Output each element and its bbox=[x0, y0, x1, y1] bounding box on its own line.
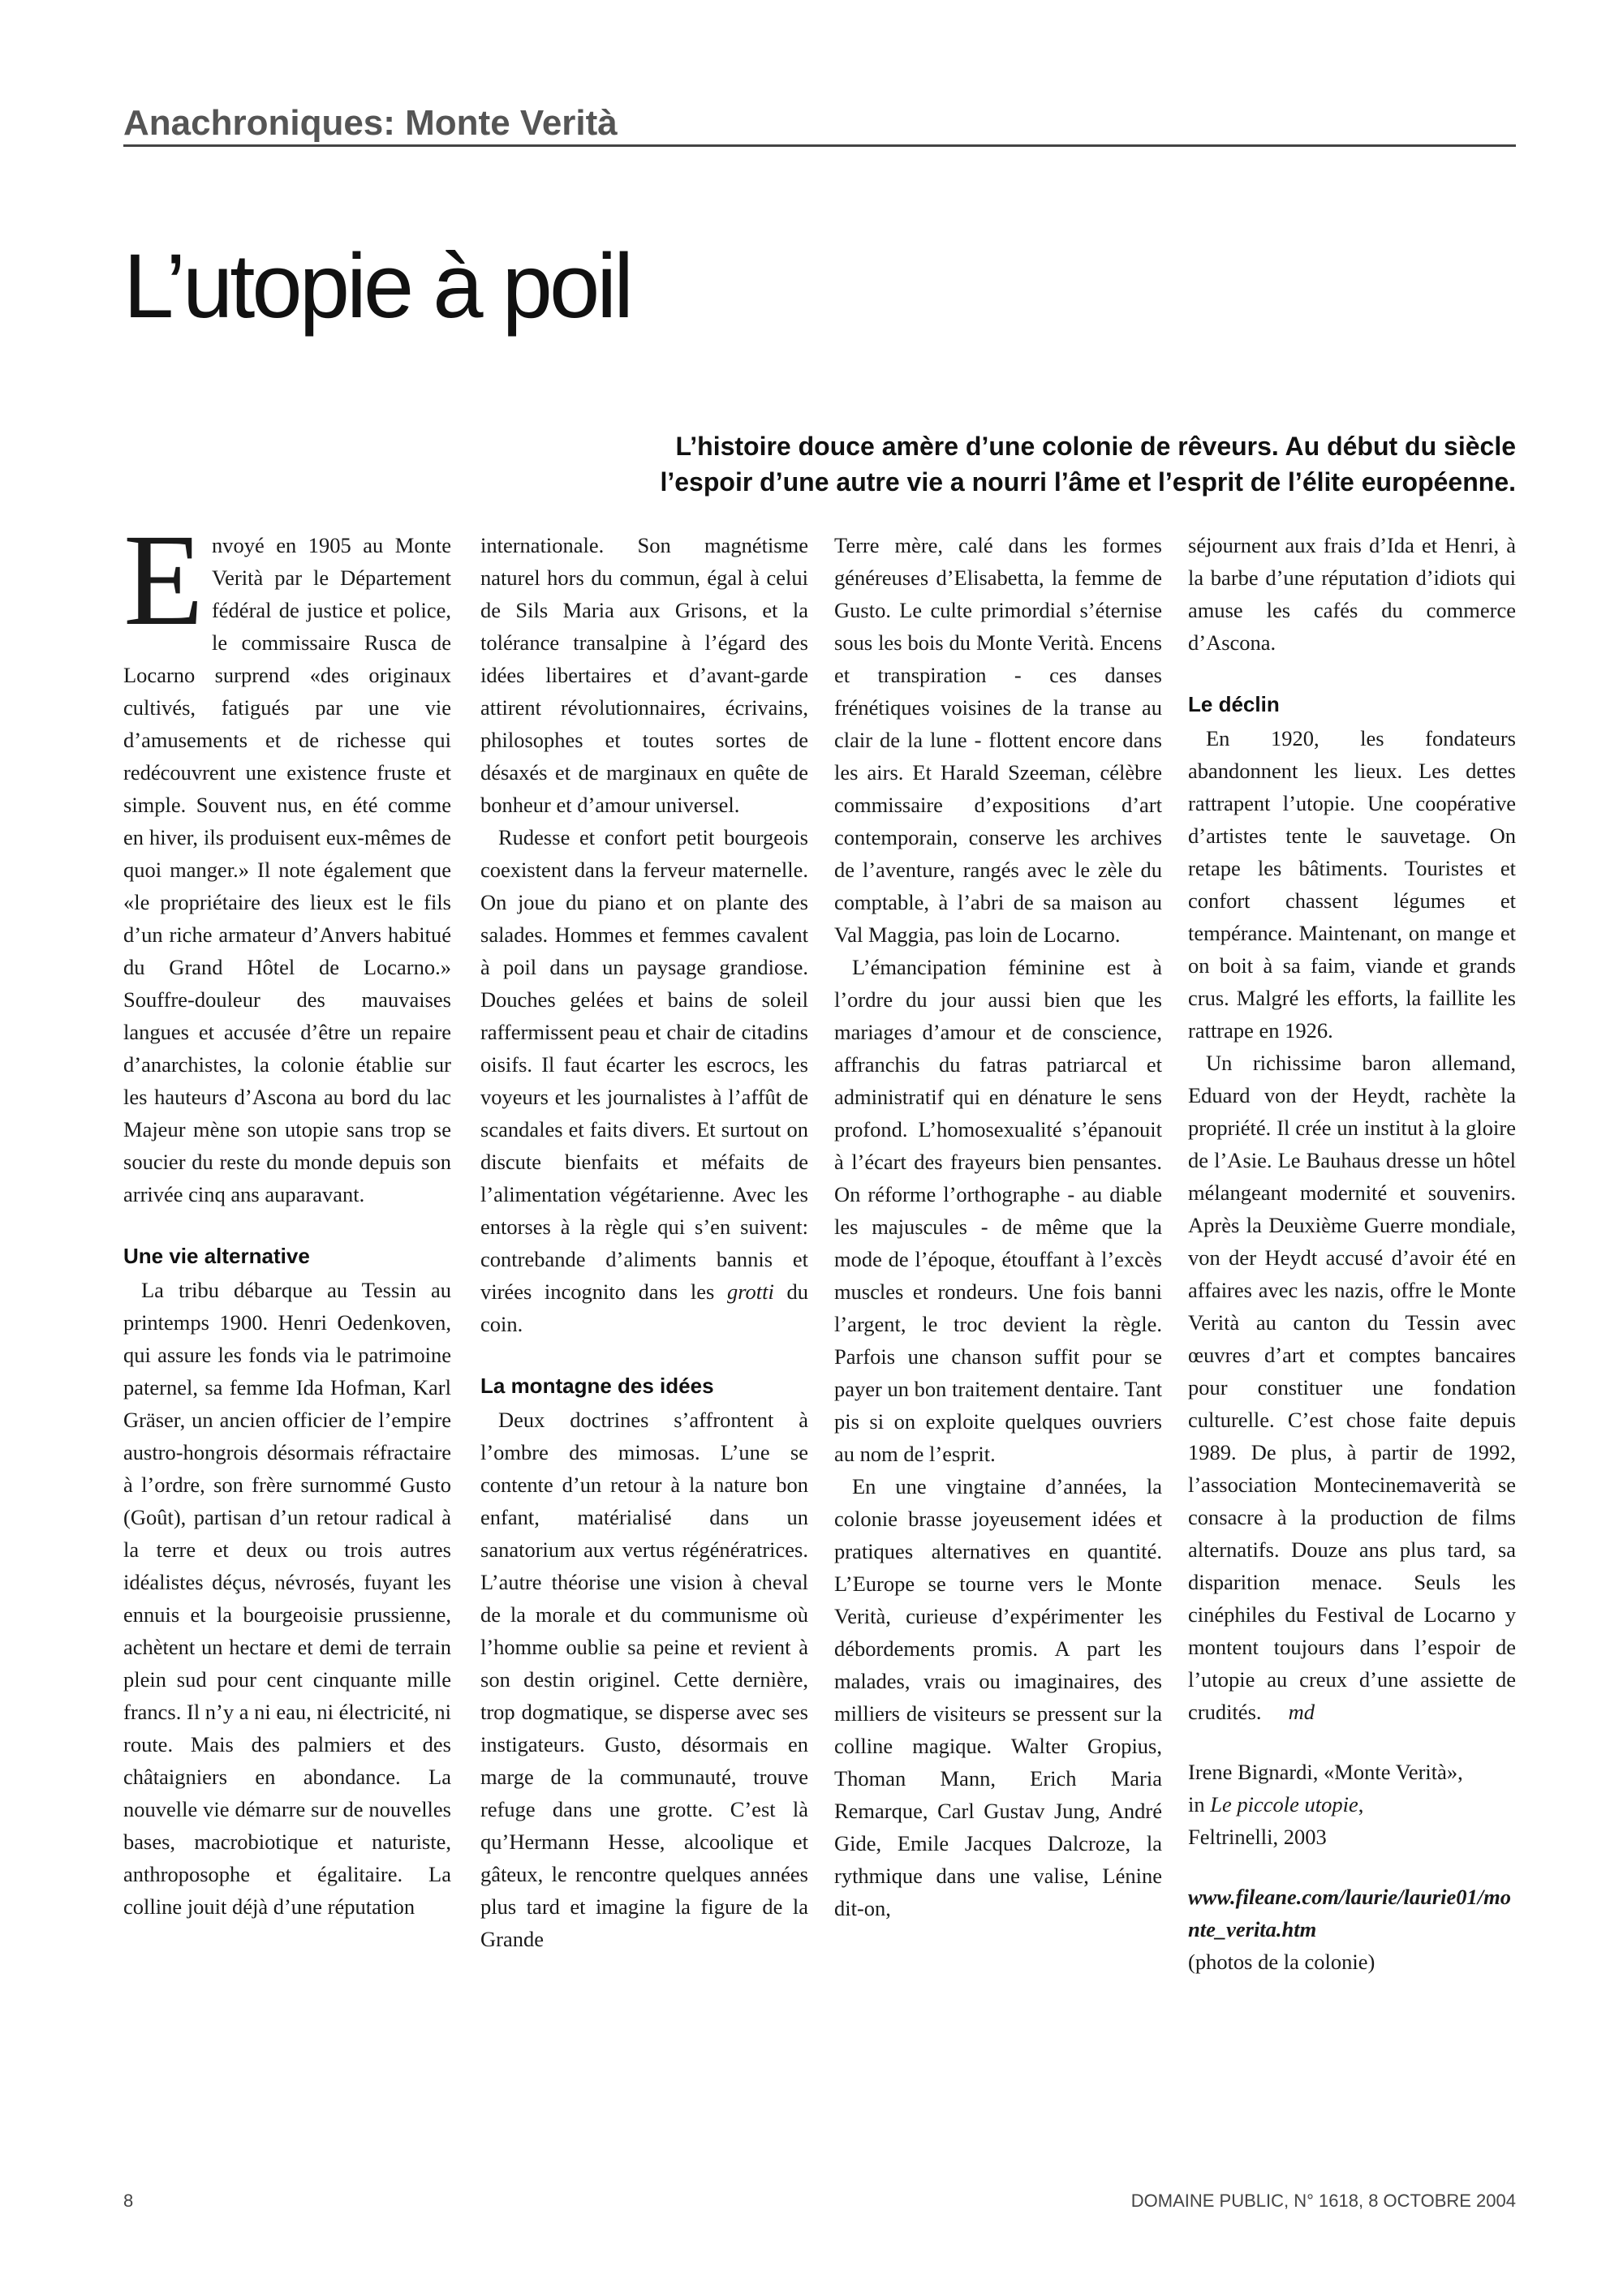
paragraph-doctrines: Deux doctrines s’affrontent à l’ombre des mimosas. L’une se contente d’un retour à la nature bon enfant, matérialisé dans un sanatorium aux vertus régénératrices. L’autre théorise une vision à cheval de la morale et du communisme où l’homme oublie sa peine et revient à son destin originel. Cette dernière, trop dogmatique, se disperse avec ses instigateurs. Gusto, désormais en marge de la communauté, trouve refuge dans une grotte. C’est là qu’Hermann Hesse, alcoolique et gâteux, le rencontre quelques années plus tard et imagine la figure de la Grande bbox=[480, 1408, 808, 1951]
paragraph-baron bbox=[1188, 1047, 1516, 1728]
paragraph-rudesse bbox=[480, 821, 808, 1340]
author-signature: md bbox=[1288, 1700, 1315, 1724]
column-4 bbox=[1188, 529, 1516, 1978]
paragraph-emancipation: L’émancipation féminine est à l’ordre du jour aussi bien que les mariages d’amour et de conscience, affranchis du fatras patriarcal et administratif qui en dénature le sens profond. L’homosexualité s’épanouit à l’écart des frayeurs bien pensantes. On réforme l’orthographe - au diable les majuscules - de même que la mode de l’époque, étouffant à l’excès muscles et rondeurs. Une fois banni l’argent, le troc devient la règle. Parfois une chanson suffit pour se payer un bon traitement dentaire. Tant pis si on exploite quelques ouvriers au nom de l’esprit. bbox=[834, 955, 1162, 1466]
web-reference bbox=[1188, 1881, 1516, 1978]
publication-info: DOMAINE PUBLIC, N° 1618, 8 OCTOBRE 2004 bbox=[1130, 2191, 1516, 2211]
column-2 bbox=[480, 529, 808, 1955]
paragraph-tribu: La tribu débarque au Tessin au printemps 1900. Henri Oedenkoven, qui assure les fonds via le patrimoine paternel, sa femme Ida Hofman, Karl Gräser, un ancien officier de l’empire austro-hongrois désormais réfractaire à l’ordre, son frère surnommé Gusto (Goût), partisan d’un retour radical à la terre et deux ou trois autres idéalistes déçus, névrosés, fuyant les ennuis et la bourgeoisie prussienne, achètent un hectare et demi de terrain plein sud pour cent cinquante mille francs. Il n’y a ni eau, ni électricité, ni route. Mais des palmiers et des châtaigniers en abondance. La nouvelle vie démarre sur de nouvelles bases, macrobiotique et naturiste, anthroposophe et égalitaire. La colline jouit déjà d’une réputation bbox=[123, 1278, 451, 1919]
intro-text: nvoyé en 1905 au Monte Verità par le Département fédéral de justice et police, le commissaire Rusca de Locarno surprend «des originaux cultivés, fatigués par une vie d’amusements et de richesse qui redécouvrent une existence fruste et simple. Souvent nus, en été comme en hiver, ils produisent eux-mêmes de quoi manger.» Il note également que «le propriétaire des lieux est le fils d’un riche armateur d’Anvers habitué du Grand Hôtel de Locarno.» Souffre-douleur des mauvaises langues et accusée d’être un repaire d’anarchistes, la colonie établie sur les hauteurs d’Ascona au bord du lac Majeur mène son utopie sans trop se soucier du reste du monde depuis son arrivée cinq ans auparavant. bbox=[123, 533, 451, 1206]
article-lede bbox=[123, 428, 1516, 500]
paragraph-vingtaine: En une vingtaine d’années, la colonie brasse joyeusement idées et pratiques alternatives en quantité. L’Europe se tourne vers le Monte Verità, curieuse d’expérimenter les débordements promis. A part les malades, vrais ou imaginaires, des milliers de visiteurs se pressent sur la colline magique. Walter Gropius, Thoman Mann, Erich Maria Remarque, Carl Gustav Jung, André Gide, Emile Jacques Dalcroze, la rythmique dans une valise, Lénine dit-on, bbox=[834, 1474, 1162, 1920]
paragraph-doctrines-continued: Terre mère, calé dans les formes généreuses d’Elisabetta, la femme de Gusto. Le culte primordial s’éternise sous les bois du Monte Verità. Encens et transpiration - ces danses frénétiques voisines de la transe au clair de la lune - flottent encore dans les airs. Et Harald Szeeman, célèbre commissaire d’expositions d’art contemporain, conserve les archives de l’aventure, rangés avec le zèle du comptable, à l’abri de sa maison au Val Maggia, pas loin de Locarno. bbox=[834, 533, 1162, 947]
lede-line-1: L’histoire douce amère d’une colonie de rêveurs. Au début du siècle bbox=[675, 432, 1516, 461]
lede-line-2: l’espoir d’une autre vie a nourri l’âme et l’esprit de l’élite européenne. bbox=[660, 467, 1516, 497]
book-prefix: in bbox=[1188, 1792, 1211, 1817]
baron-text: Un richissime baron allemand, Eduard von der Heydt, rachète la propriété. Il crée un institut à la gloire de l’Asie. Le Bauhaus dresse un hôtel mélangeant modernité et souvenirs. Après la Deuxième Guerre mondiale, von der Heydt accusé d’avoir été en affaires avec les nazis, offre le Monte Verità au canton du Tessin avec œuvres d’art et comptes bancaires pour constituer une fondation culturelle. C’est chose faite depuis 1989. De plus, à partir de 1992, l’association Montecinemaverità se consacre à la production de films alternatifs. Douze ans plus tard, sa disparition menace. Seuls les cinéphiles du Festival de Locarno y montent toujours dans l’espoir de l’utopie au creux d’une assiette de crudités. bbox=[1188, 1051, 1516, 1724]
book-suffix: , bbox=[1358, 1792, 1364, 1817]
section-rubric: Anachroniques: Monte Verità bbox=[123, 102, 1516, 147]
rudesse-text-end: du coin. bbox=[480, 1279, 809, 1336]
article-title: L’utopie à poil bbox=[123, 235, 631, 337]
book-author: Irene Bignardi, «Monte Verità», bbox=[1188, 1760, 1463, 1784]
grotti-term: grotti bbox=[726, 1279, 774, 1304]
paragraph-tribu-continued: internationale. Son magnétisme naturel hors du commun, égal à celui de Sils Maria aux Grisons, et la tolérance transalpine à l’égard des idées libertaires et d’avant-garde attirent révolutionnaires, écrivains, philosophes et toutes sortes de désaxés et de marginaux en quête de bonheur et d’amour universel. bbox=[480, 533, 808, 817]
intro-paragraph bbox=[123, 508, 451, 1210]
page-number: 8 bbox=[123, 2191, 134, 2211]
drop-cap: E bbox=[123, 508, 204, 653]
book-publisher: Feltrinelli, 2003 bbox=[1188, 1825, 1327, 1849]
reference-link[interactable]: www.fileane.com/laurie/laurie01/monte_verita.htm bbox=[1188, 1885, 1512, 1941]
subheading-vie-alternative: Une vie alternative bbox=[123, 1244, 310, 1268]
book-reference bbox=[1188, 1756, 1516, 1853]
book-title: Le piccole utopie bbox=[1210, 1792, 1358, 1817]
references bbox=[1188, 1756, 1516, 1978]
subheading-declin: Le déclin bbox=[1188, 692, 1280, 716]
rudesse-text: Rudesse et confort petit bourgeois coexistent dans la ferveur maternelle. On joue du piano et on plante des salades. Hommes et femmes cavalent à poil dans un paysage grandiose. Douches gelées et bains de soleil raffermissent peau et chair de citadins oisifs. Il faut écarter les escrocs, les voyeurs et les journalistes à l’affût de scandales et faits divers. Et surtout on discute bienfaits et méfaits de l’alimentation végétarienne. Avec les entorses à la règle qui s’en suivent: contrebande d’aliments bannis et virées incognito dans les bbox=[480, 825, 808, 1304]
column-1 bbox=[123, 508, 451, 1923]
paragraph-vingtaine-continued: séjournent aux frais d’Ida et Henri, à la barbe d’une réputation d’idiots qui amuse les cafés du commerce d’Ascona. bbox=[1188, 533, 1516, 655]
paragraph-1920: En 1920, les fondateurs abandonnent les lieux. Les dettes rattrapent l’utopie. Une coopérative d’artistes tente le sauvetage. On retape les bâtiments. Touristes et confort chassent légumes et tempérance. Maintenant, on mange et on boit à sa faim, viande et grands crus. Malgré les efforts, la faillite les rattrape en 1926. bbox=[1188, 726, 1516, 1043]
subheading-montagne-idees: La montagne des idées bbox=[480, 1374, 714, 1398]
reference-link-note: (photos de la colonie) bbox=[1188, 1950, 1375, 1974]
column-3 bbox=[834, 529, 1162, 1924]
